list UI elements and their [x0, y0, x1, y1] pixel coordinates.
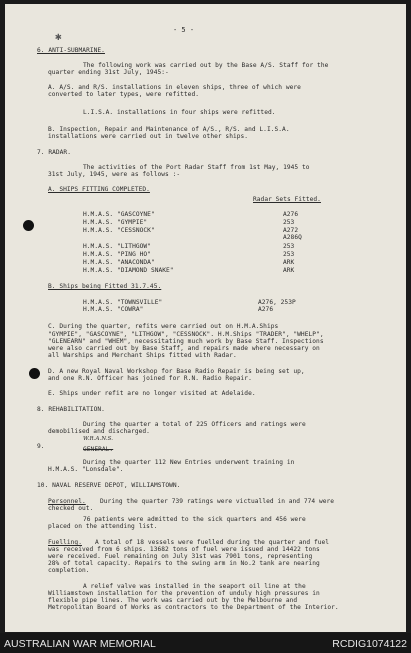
text-line: demobilised and discharged.: [48, 428, 150, 435]
text-line: H.M.A.S. "COWRA": [83, 306, 144, 313]
text-line: H.M.A.S. "ANACONDA": [83, 259, 155, 266]
text-line: W.R.A.N.S.: [83, 436, 114, 442]
archive-footer: [0, 633, 411, 653]
text-line: 9.: [37, 443, 45, 450]
document-page: [5, 4, 406, 632]
text-line: A. A/S. and R/S. installations in eleven ships, three of which were: [48, 84, 301, 91]
text-line: Metropolitan Board of Works as contractors to the Department of the Interior.: [48, 604, 339, 611]
text-line: 253: [283, 219, 295, 226]
ink-mark-icon: ✱: [55, 30, 62, 43]
text-line: H.M.A.S. "TOWNSVILLE": [83, 299, 163, 306]
text-line: GENERAL.: [83, 446, 114, 453]
text-line: H.M.A.S. "LITHGOW": [83, 243, 151, 250]
text-line: ARK: [283, 267, 295, 274]
text-line: H.M.A.S. "DIAMOND SNAKE": [83, 267, 174, 274]
text-line: A relief valve was installed in the seaport oil line at the: [83, 583, 306, 590]
text-line: quarter ending 31st July, 1945:-: [48, 69, 169, 76]
text-line: 8. REHABILITATION.: [37, 406, 105, 413]
text-line: 76 patients were admitted to the sick quarters and 456 were: [83, 516, 306, 523]
text-line: 7. RADAR.: [37, 149, 71, 156]
text-line: A276: [283, 211, 299, 218]
text-line: B. Ships being Fitted 31.7.45.: [48, 283, 162, 290]
text-line: H.M.A.S. "GYMPIE": [83, 219, 148, 226]
text-line: A272: [283, 227, 299, 234]
text-line: 253: [283, 243, 295, 250]
archive-reference: RCDIG1074122: [332, 638, 407, 650]
text-line: C. During the quarter, refits were carried out on H.M.A.Ships: [48, 323, 279, 330]
text-line: installations were carried out in twelve other ships.: [48, 133, 249, 140]
archive-name: AUSTRALIAN WAR MEMORIAL: [4, 638, 156, 650]
text-line: 10. NAVAL RESERVE DEPOT, WILLIAMSTOWN.: [37, 482, 181, 489]
text-line: flexible pipe lines. The work was carried out by the Melbourne and: [48, 597, 298, 604]
text-line: Williamstown installation for the prevention of unduly high pressures in: [48, 590, 320, 597]
text-line: completion.: [48, 567, 90, 574]
text-line: 253: [283, 251, 295, 258]
punch-hole-icon: [23, 220, 34, 231]
text-line: "GLENEARN" and "WHEM", necessitating much work by Base Staff. Inspections: [48, 338, 324, 345]
text-line: B. Inspection, Repair and Maintenance of A/S., R/S. and L.I.S.A.: [48, 126, 290, 133]
text-line: all Warships and Merchant Ships fitted with Radar.: [48, 352, 237, 359]
text-line: The following work was carried out by the Base A/S. Staff for the: [83, 62, 329, 69]
text-line: ARK: [283, 259, 295, 266]
text-line: During the quarter a total of 225 Officers and ratings were: [83, 421, 306, 428]
text-line: were also carried out by Base Staff, and repairs made where necessary on: [48, 345, 320, 352]
text-line: L.I.S.A. installations in four ships were refitted.: [83, 109, 276, 116]
punch-hole-icon: [29, 368, 40, 379]
text-line: Radar Sets Fitted.: [253, 196, 321, 203]
text-line: A total of 18 vessels were fuelled during the quarter and fuel: [95, 539, 330, 546]
text-line: A. SHIPS FITTING COMPLETED.: [48, 186, 150, 193]
text-line: D. A new Royal Naval Workshop for Base Radio Repair is being set up,: [48, 368, 305, 375]
text-line: checked out.: [48, 505, 94, 512]
text-line: and one R.N. Officer has joined for R.N. Radio Repair.: [48, 375, 252, 382]
text-line: was received from 6 ships. 13682 tons of fuel were issued and 14422 tons: [48, 546, 320, 553]
text-line: A276, 253P: [258, 299, 296, 306]
text-line: "GYMPIE", "GASCOYNE", "LITHGOW", "CESSNOCK". H.M.Ships "TRADER", "WHELP",: [48, 331, 324, 338]
text-line: The activities of the Port Radar Staff from 1st May, 1945 to: [83, 164, 310, 171]
text-line: H.M.A.S. "GASCOYNE": [83, 211, 155, 218]
text-line: During the quarter 739 ratings were victualled in and 774 were: [100, 498, 335, 505]
text-line: 6. ANTI-SUBMARINE.: [37, 47, 105, 54]
text-line: placed on the attending list.: [48, 523, 158, 530]
text-line: H.M.A.S. "PING HO": [83, 251, 151, 258]
text-line: Fuelling.: [48, 539, 82, 546]
text-line: H.M.A.S. "Lonsdale".: [48, 466, 124, 473]
text-line: H.M.A.S. "CESSNOCK": [83, 227, 155, 234]
text-line: converted to later types, were refitted.: [48, 91, 200, 98]
text-line: 31st July, 1945, were as follows :-: [48, 171, 181, 178]
text-line: During the quarter 112 New Entries underwent training in: [83, 459, 295, 466]
text-line: Personnel.: [48, 498, 86, 505]
page-number: - 5 -: [173, 26, 195, 34]
text-line: A276: [258, 306, 274, 313]
text-line: A286Q: [283, 234, 302, 241]
text-line: 28% of total capacity. Repairs to the swing arm in No.2 tank are nearing: [48, 560, 320, 567]
text-line: were received. Fuel remaining on July 31st was 7901 tons, representing: [48, 553, 313, 560]
text-line: E. Ships under refit are no longer visited at Adelaide.: [48, 390, 256, 397]
